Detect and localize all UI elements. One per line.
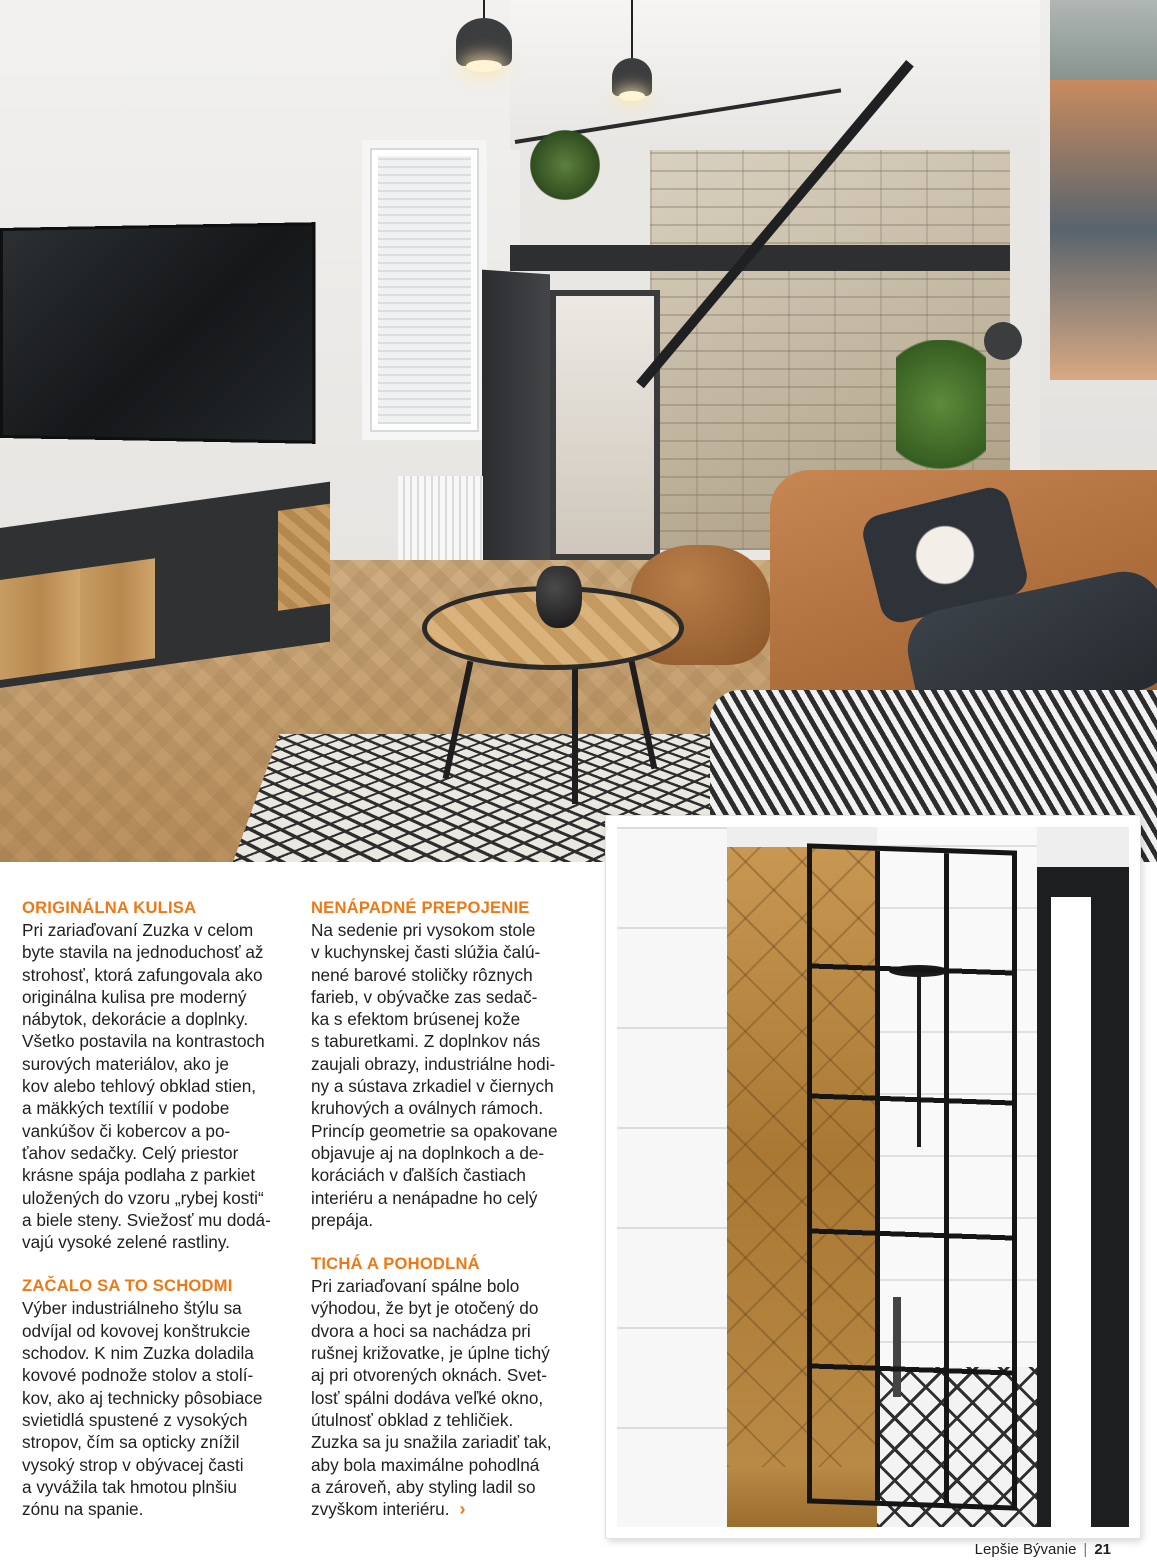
section-body: Výber industriálneho štýlu sa odvíjal od kovovej konštrukcie schodov. K nim Zuzka doladila kovové podnože stolov a stolí- kov, ako aj technicky pôsobiace svietidlá spustené z vysokých stropov, čím sa opticky znížil vysoký strop v obývacej časti a vyvážila tak hmotou plnšiu zónu na spanie. (22, 1298, 263, 1520)
section-heading: ZAČALO SA TO SCHODMI (22, 1276, 233, 1296)
shower-photo (617, 827, 1129, 1527)
black-vase (536, 566, 582, 628)
open-door (482, 270, 550, 585)
wall-art (1050, 80, 1157, 380)
text-column-right (311, 897, 583, 1520)
white-tiles (617, 827, 727, 1527)
pendant-lamp (456, 18, 512, 66)
magazine-name: Lepšie Bývanie (974, 1540, 1077, 1558)
section-heading: NENÁPADNÉ PREPOJENIE (311, 898, 530, 917)
black-frame-glass-screen (807, 843, 1017, 1510)
door-frame (1037, 867, 1129, 1527)
section-body-last: Pri zariaďovaní spálne bolo výhodou, že byt je otočený do dvora a hoci sa nachádza pri rušnej križovatke, je úplne tichý aj pri otvorených oknách. Svet- losť spálni dodáva veľké okno, útulnosť obklad z tehličiek. Zuzka sa ju snažila zariadiť tak, aby bola maximálne pohodlná a zároveň, aby styling ladil so zvyškom interiéru. › (311, 1276, 552, 1520)
cabinet-drawer (0, 558, 155, 680)
footer-separator: | (1083, 1540, 1088, 1558)
window (362, 140, 487, 440)
inset-photo-frame (606, 816, 1140, 1538)
section-body: Na sedenie pri vysokom stole v kuchynskej časti slúžia čalú- nené barové stoličky rôznych farieb, v obývačke zas sedač- ka s efektom brúsenej kože s taburetkami. Z doplnkov nás zaujali obrazy, industriálne hodi- ny a sústava zrkadiel v čiernych kruhových a oválnych rámoch. Princíp geometrie sa opakovane objavuje aj na doplnkoch a de- koráciách v ďalších častiach interiéru a nenápadne ho celý prepája. (311, 920, 558, 1230)
section-heading: TICHÁ A POHODLNÁ (311, 1254, 480, 1274)
text-column-left (22, 897, 294, 1520)
wall-tv (0, 222, 316, 444)
lamp-cord (483, 0, 485, 20)
cabinet-door (278, 504, 330, 611)
page-number: 21 (1094, 1540, 1111, 1558)
section-body: Pri zariaďovaní Zuzka v celom byte stavila na jednoduchosť až strohosť, ktorá zafungovala ako originálna kulisa pre moderný nábytok, dekorácie a doplnky. Všetko postavila na kontrastoch surových materiálov, ako je kov alebo tehlový obklad stien, a mäkkých textílií v podobe vankúšov či kobercov a po- ťahov sedačky. Celý priestor krásne spája podlaha z parkiet uložených do vzoru „rybej kosti“ a biele steny. Sviežosť mu dodá- vajú vysoké zelené rastliny. (22, 920, 271, 1253)
section-heading: ORIGINÁLNA KULISA (22, 898, 197, 917)
bedroom-doorway (550, 290, 660, 560)
wall-lamp (984, 322, 1022, 360)
chevron-right-icon: › (459, 1499, 466, 1520)
table-leg (572, 664, 578, 804)
pendant-lamp (612, 58, 652, 96)
lamp-cord (631, 0, 633, 60)
page-footer (975, 1538, 1111, 1560)
loft-plant (530, 120, 600, 210)
